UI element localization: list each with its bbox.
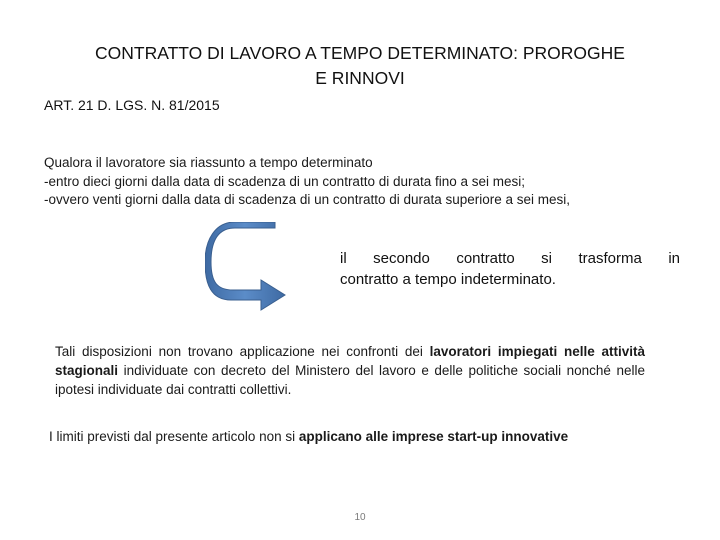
intro-line-2: -entro dieci giorni dalla data di scadenza di un contratto di durata fino a sei mesi; <box>44 173 526 189</box>
intro-line-3: -ovvero venti giorni dalla data di scadenza di un contratto di durata superiore a sei mesi, <box>44 192 571 207</box>
title-line-2: E RINNOVI <box>315 68 405 88</box>
exception-bold-text: lavoratori impiegati nelle attività stagionali <box>55 344 646 378</box>
exception-text-2: individuate con decreto del Ministero del lavoro e delle politiche sociali nonché nelle ipotesi individuate dai contratti collettivi. <box>55 363 645 397</box>
result-line-2: contratto a tempo indeterminato. <box>340 271 556 288</box>
slide-title <box>40 41 680 91</box>
curved-arrow-icon <box>205 222 295 312</box>
arrow-shape <box>205 222 285 310</box>
page-number: 10 <box>354 512 366 523</box>
article-reference: ART. 21 D. LGS. N. 81/2015 <box>44 97 220 113</box>
exception-text-1: Tali disposizioni non trovano applicazione nei confronti dei <box>55 344 430 359</box>
limits-paragraph <box>49 427 639 446</box>
title-line-1: CONTRATTO DI LAVORO A TEMPO DETERMINATO: PROROGHE <box>95 43 625 63</box>
intro-line-1: Qualora il lavoratore sia riassunto a tempo determinato <box>44 155 373 170</box>
limits-text: I limiti previsti dal presente articolo non si <box>49 429 299 444</box>
exception-paragraph <box>55 342 645 399</box>
limits-bold-text: applicano alle imprese start-up innovative <box>298 429 569 444</box>
result-line-1: il secondo contratto si trasforma in <box>340 250 680 267</box>
intro-text <box>44 154 684 210</box>
